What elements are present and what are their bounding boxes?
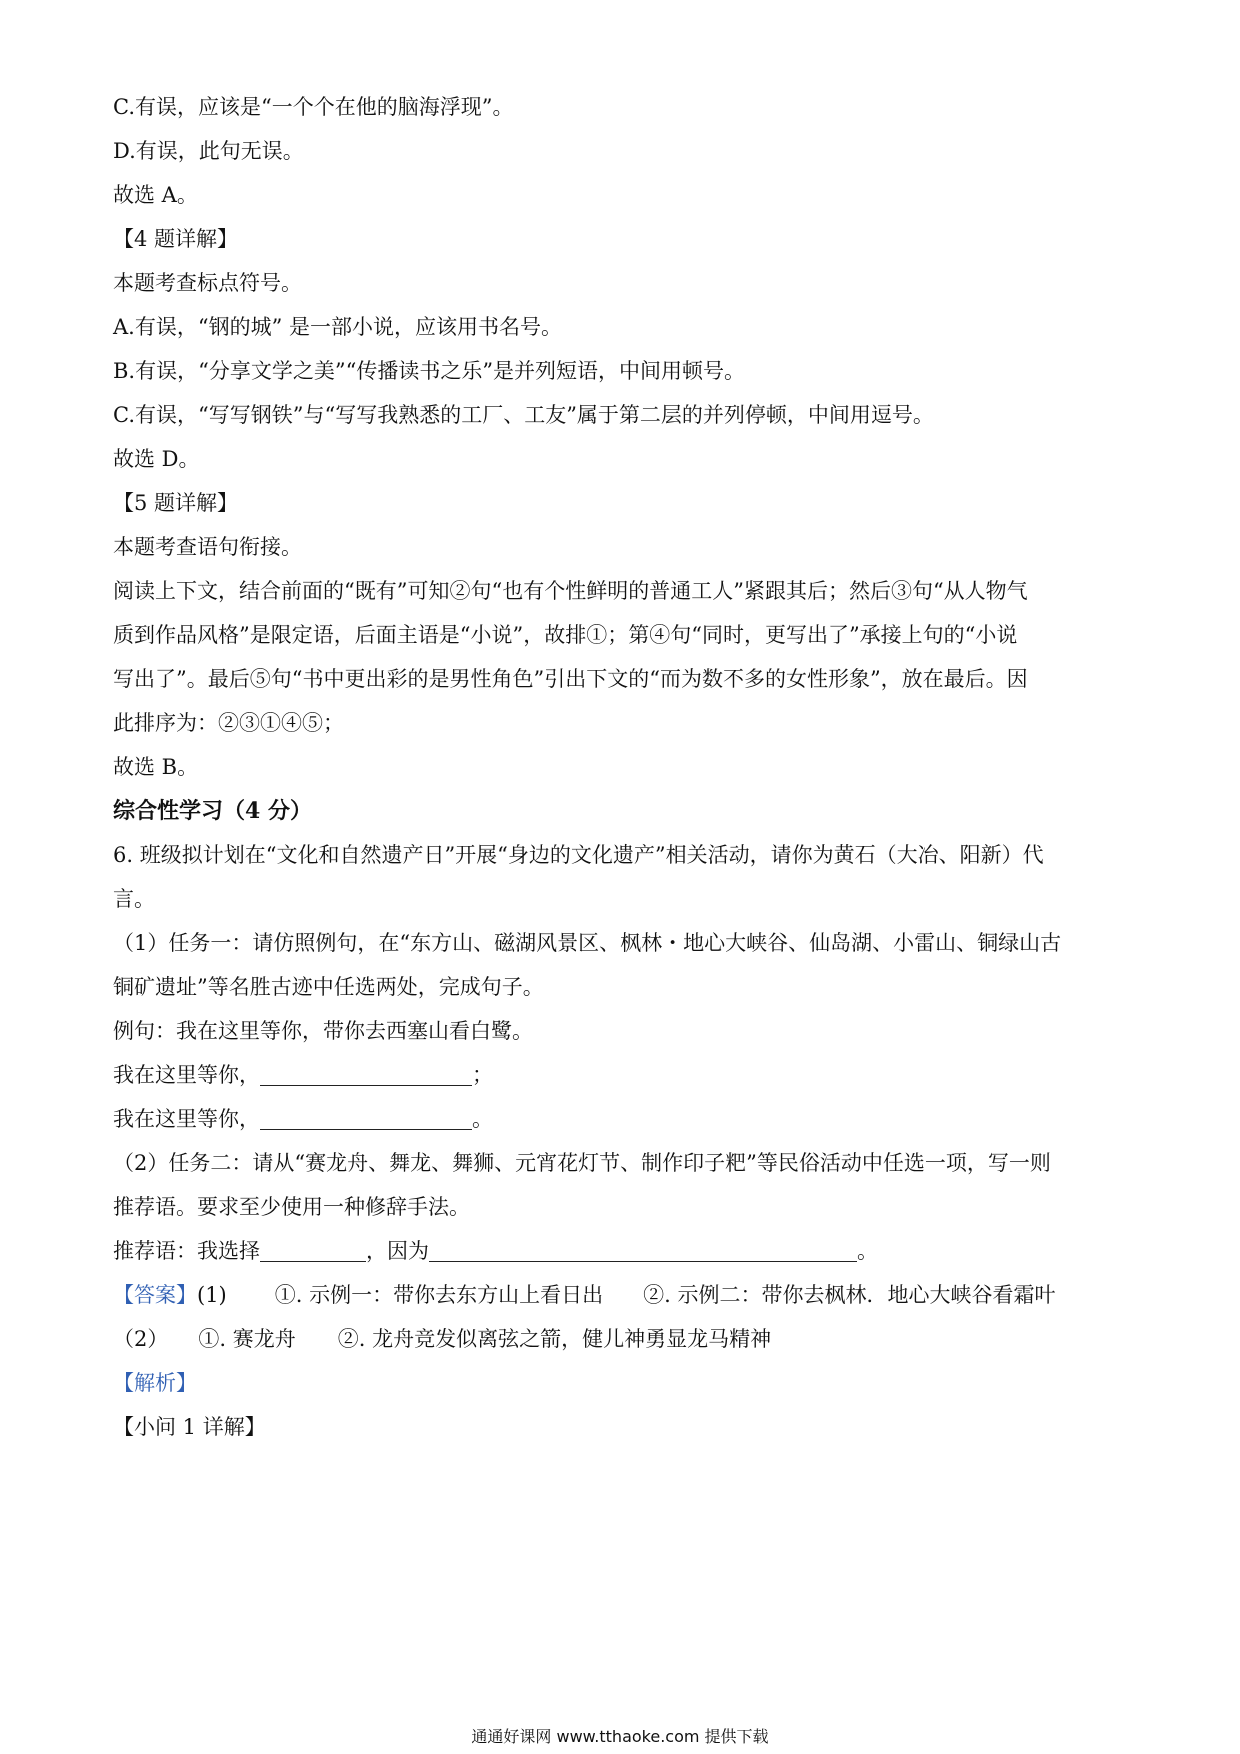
task-text: 推荐语。要求至少使用一种修辞手法。	[113, 1195, 470, 1219]
subsection-heading: 【小问 1 详解】	[113, 1415, 266, 1439]
text-line: 写出了”。最后⑤句“书中更出彩的是男性角色”引出下文的“而为数不多的女性形象”，放在最后。因	[113, 667, 1028, 691]
task-text: 铜矿遗址”等名胜古迹中任选两处，完成句子。	[113, 975, 544, 999]
text-line: 故选 B。	[113, 755, 199, 779]
answer-blank	[260, 1063, 472, 1086]
answer-number: （2）	[113, 1327, 169, 1351]
fill-prefix: 我在这里等你，	[113, 1107, 260, 1131]
analysis-tag: 【解析】	[113, 1371, 197, 1395]
text-line: 质到作品风格”是限定语，后面主语是“小说”，故排①；第④句“同时，更写出了”承接上句的“小说	[113, 623, 1018, 647]
subsection-heading: 【4 题详解】	[113, 227, 239, 251]
answer-item: ①. 赛龙舟	[198, 1327, 296, 1351]
recommendation-line	[113, 1236, 878, 1266]
text-line: 阅读上下文，结合前面的“既有”可知②句“也有个性鲜明的普通工人”紧跟其后；然后③句“从人物气	[113, 579, 1028, 603]
fill-suffix: ；	[472, 1063, 493, 1087]
task-text: （2）任务二：请从“赛龙舟、舞龙、舞狮、元宵花灯节、制作印子粑”等民俗活动中任选一项，写一则	[113, 1151, 1051, 1175]
text-line: 故选 D。	[113, 447, 200, 471]
rec-suffix: 。	[857, 1239, 878, 1263]
answer-blank	[260, 1107, 472, 1130]
answer-item: ②. 龙舟竞发似离弦之箭，健儿神勇显龙马精神	[337, 1327, 772, 1351]
answer-blank	[429, 1239, 857, 1262]
answer-blank	[260, 1239, 366, 1262]
text-line: 此排序为：②③①④⑤；	[113, 711, 344, 735]
question-text: 6. 班级拟计划在“文化和自然遗产日”开展“身边的文化遗产”相关活动，请你为黄石（大冶、阳新）代	[113, 843, 1044, 867]
text-line: C.有误，“写写钢铁”与“写写我熟悉的工厂、工友”属于第二层的并列停顿，中间用逗号。	[113, 403, 934, 427]
rec-prefix: 推荐语：我选择	[113, 1239, 260, 1263]
task-text: （1）任务一：请仿照例句，在“东方山、磁湖风景区、枫林・地心大峡谷、仙岛湖、小雷山、铜绿山古	[113, 931, 1062, 955]
page-footer: 通通好课网 www.tthaoke.com 提供下载	[471, 1727, 769, 1746]
text-line: 本题考查标点符号。	[113, 271, 302, 295]
example-sentence: 例句：我在这里等你，带你去西塞山看白鹭。	[113, 1019, 533, 1043]
rec-mid: ，因为	[366, 1239, 429, 1263]
fill-line-2	[113, 1104, 493, 1134]
fill-line-1	[113, 1060, 493, 1090]
text-line: 本题考查语句衔接。	[113, 535, 302, 559]
question-text: 言。	[113, 887, 155, 911]
answer-line-1	[113, 1280, 1055, 1310]
answer-item: ②. 示例二：带你去枫林．地心大峡谷看霜叶	[643, 1283, 1056, 1307]
answer-line-2	[113, 1324, 771, 1354]
fill-prefix: 我在这里等你，	[113, 1063, 260, 1087]
fill-suffix: 。	[472, 1107, 493, 1131]
text-line: B.有误，“分享文学之美”“传播读书之乐”是并列短语，中间用顿号。	[113, 359, 746, 383]
answer-number: (1)	[197, 1283, 227, 1307]
text-line: 故选 A。	[113, 183, 198, 207]
answer-tag: 【答案】	[113, 1283, 197, 1307]
answer-item: ①. 示例一：带你去东方山上看日出	[274, 1283, 604, 1307]
text-line: D.有误，此句无误。	[113, 139, 304, 163]
text-line: C.有误，应该是“一个个在他的脑海浮现”。	[113, 95, 514, 119]
subsection-heading: 【5 题详解】	[113, 491, 239, 515]
section-title: 综合性学习（4 分）	[113, 798, 312, 824]
text-line: A.有误，“钢的城” 是一部小说，应该用书名号。	[113, 315, 562, 339]
